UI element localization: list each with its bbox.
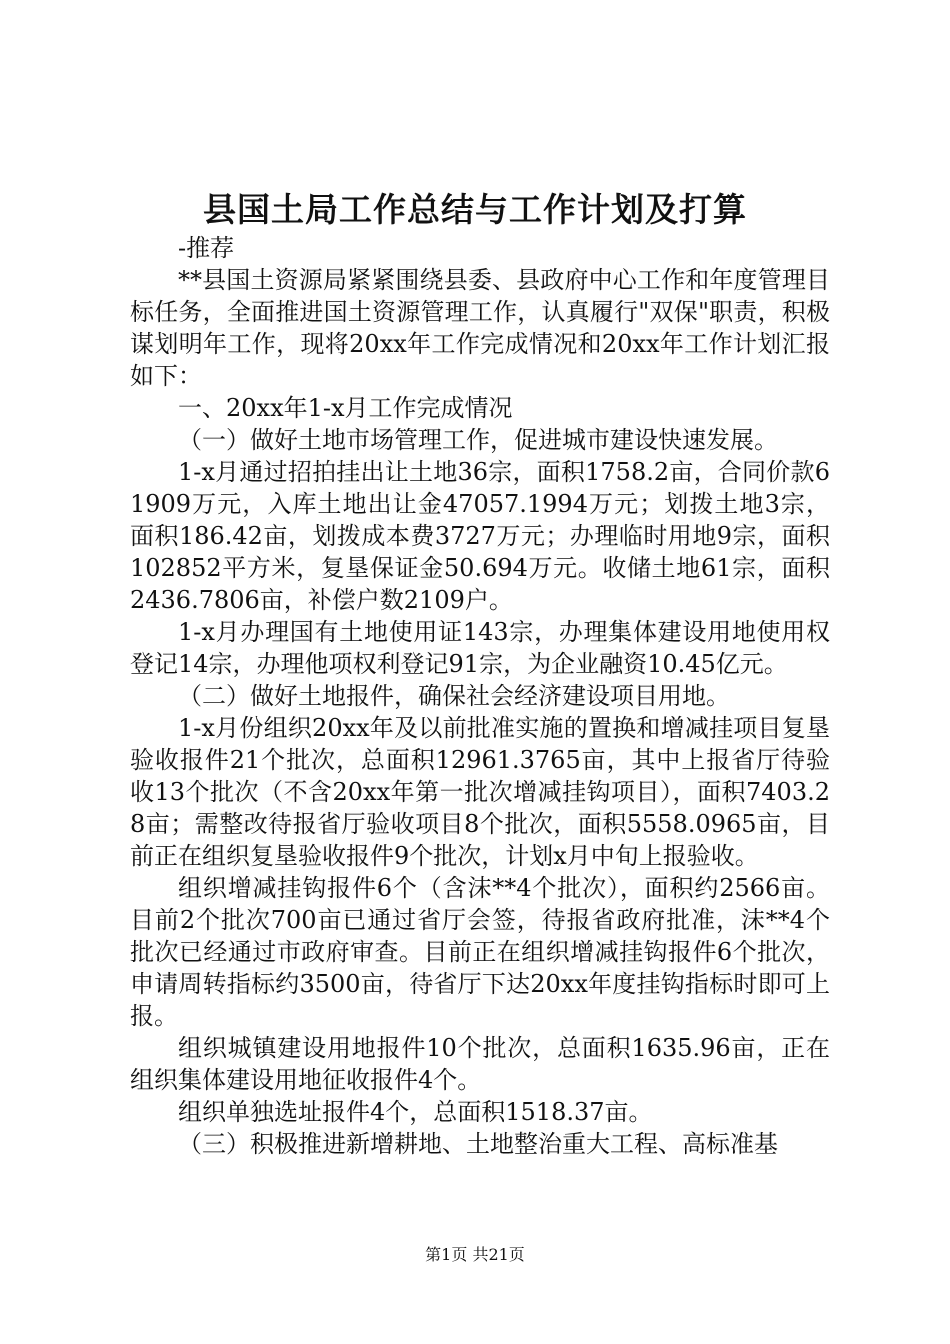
- subsection-heading-3: （三）积极推进新增耕地、土地整治重大工程、高标准基: [178, 1130, 778, 1158]
- subsection-heading-1: （一）做好土地市场管理工作，促进城市建设快速发展。: [178, 426, 778, 454]
- paragraph-linkage: 组织增减挂钩报件6个（含沫**4个批次），面积约2566亩。目前2个批次700亩已通过省厅会签，待报省政府批准，沫**4个批次已经通过市政府审查。目前正在组织增减挂钩报件6个批次，申请周转指标约3500亩，待省厅下达20xx年度挂钩指标时即可上报。: [130, 874, 830, 1030]
- paragraph-land-transfer: 1-x月通过招拍挂出让土地36宗，面积1758.2亩，合同价款61909万元，入库土地出让金47057.1994万元；划拨土地3宗，面积186.42亩，划拨成本费3727万元；办理临时用地9宗，面积102852平方米，复垦保证金50.694万元。收储土地61宗，面积2436.7806亩，补偿户数2109户。: [130, 458, 830, 614]
- document-title: 县国土局工作总结与工作计划及打算: [203, 190, 747, 229]
- paragraph-site-selection: 组织单独选址报件4个，总面积1518.37亩。: [178, 1098, 653, 1126]
- subsection-heading-2: （二）做好土地报件，确保社会经济建设项目用地。: [178, 682, 730, 710]
- paragraph-reclamation: 1-x月份组织20xx年及以前批准实施的置换和增减挂项目复垦验收报件21个批次，总面积12961.3765亩，其中上报省厅待验收13个批次（不含20xx年第一批次增减挂钩项目），面积7403.28亩；需整改待报省厅验收项目8个批次，面积5558.0965亩，目前正在组织复垦验收报件9个批次，计划x月中旬上报验收。: [130, 714, 830, 870]
- document-body: [130, 232, 830, 1160]
- paragraph-intro: **县国土资源局紧紧围绕县委、县政府中心工作和年度管理目标任务，全面推进国土资源管理工作，认真履行"双保"职责，积极谋划明年工作，现将20xx年工作完成情况和20xx年工作计划汇报如下：: [130, 266, 830, 390]
- page-footer: 第1页 共21页: [425, 1245, 525, 1264]
- paragraph-land-certificates: 1-x月办理国有土地使用证143宗，办理集体建设用地使用权登记14宗，办理他项权利登记91宗，为企业融资10.45亿元。: [130, 618, 830, 678]
- paragraph-recommend: -推荐: [178, 234, 235, 262]
- paragraph-urban-land: 组织城镇建设用地报件10个批次，总面积1635.96亩，正在组织集体建设用地征收报件4个。: [130, 1034, 830, 1094]
- section-heading-1: 一、20xx年1-x月工作完成情况: [178, 394, 513, 422]
